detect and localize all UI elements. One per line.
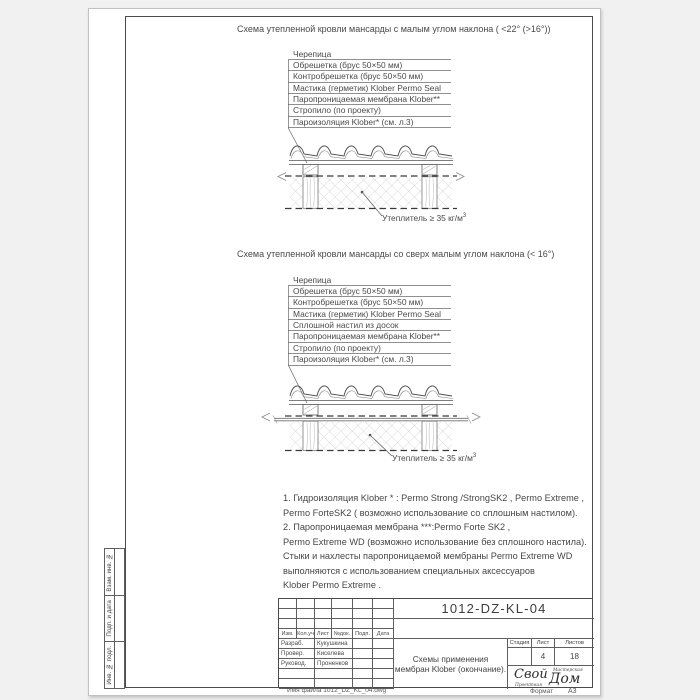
roof-section-1 (278, 146, 464, 216)
side-strip-label: Взам. инв. № (106, 552, 113, 592)
company-logo (508, 666, 594, 689)
layer-label: Мастика (герметик) Klober Permo Seal (288, 83, 451, 94)
drawing-title-line2: мембран Klober (окончание). (394, 664, 507, 674)
change-header-cell: №док. (332, 629, 353, 639)
sheet-value: 4 (532, 648, 555, 666)
signature-rows (279, 639, 394, 669)
layer-label: Сплошной настил из досок (288, 320, 451, 331)
layer-label: Обрешетка (брус 50×50 мм) (288, 60, 451, 71)
layer-label: Обрешетка (брус 50×50 мм) (288, 286, 451, 297)
logo-small-word-1: Мастерская (553, 667, 583, 673)
notes-line: Klober Permo Extreme . (283, 580, 382, 590)
logo-word-1: Свой (514, 667, 548, 682)
signature-name: Киселева (315, 649, 353, 659)
signature-sign-cell (353, 639, 373, 649)
layer-label: Стропило (по проекту) (288, 343, 451, 354)
sheets-header: Листов (555, 639, 594, 648)
sheet-header: Лист (532, 639, 555, 648)
layer-label: Черепица (288, 49, 451, 60)
notes-line: Permo Extreme WD (возможно использование без сплошного настила). (283, 536, 587, 547)
signature-sign-cell (353, 659, 373, 669)
drawing-title-cell (394, 639, 508, 689)
signature-date-cell (373, 639, 394, 649)
change-header-cell: Изм. (279, 629, 297, 639)
layer-label: Пароизоляция Klober* (см. л.3) (288, 117, 451, 128)
insulation-label-1: Утеплитель ≥ 35 $кг/м^3$ (382, 213, 467, 223)
notes-line: 2. Паропроницаемая мембрана ***:Permo Forte SK2 , (283, 522, 511, 532)
signature-role: Руковод. (279, 659, 315, 669)
signature-row (279, 639, 394, 649)
sheets-value: 18 (555, 648, 594, 666)
notes-block (283, 491, 587, 593)
side-strip-cell (104, 548, 125, 596)
change-row-empty (279, 599, 394, 609)
footer-format-label: Формат (530, 688, 554, 695)
signature-role: Провер. (279, 649, 315, 659)
insulation-label-2: Утеплитель ≥ 35 $кг/м^3$ (392, 453, 477, 463)
layer-label: Контробрешетка (брус 50×50 мм) (288, 297, 451, 308)
change-row-empty (279, 619, 394, 629)
document-number-extra-cell (394, 619, 594, 639)
notes-line: выполняются с использованием специальных аксессуаров (283, 565, 535, 576)
layer-label: Паропроницаемая мембрана Klober** (288, 331, 451, 342)
footer-format-value: А3 (568, 688, 577, 695)
layer-label: Пароизоляция Klober* (см. л.3) (288, 354, 451, 365)
document-number: 1012-DZ-KL-04 (394, 599, 594, 619)
signature-sign-cell (353, 649, 373, 659)
roof-section-2 (262, 386, 480, 456)
signature-name: Проненков (315, 659, 353, 669)
signature-role: Разраб. (279, 639, 315, 649)
logo-small-word-2: Проектная (515, 682, 543, 688)
signature-row (279, 649, 394, 659)
notes-line: 1. Гидроизоляция Klober * : Permo Strong /StrongSK2 , Permo Extreme , (283, 493, 584, 503)
footer-filename: Имя файла 1012_DZ_KL_04.dwg (287, 687, 387, 694)
logo-word-2: Дом (549, 671, 581, 687)
scheme1-title: Схема утепленной кровли мансарды с малым углом наклона ( <22° (>16°)) (237, 24, 551, 34)
side-strip-cell (104, 595, 125, 643)
drawing-title-line1: Схемы применения (412, 654, 489, 664)
change-header-cell: Подп. (353, 629, 373, 639)
signature-date-cell (373, 659, 394, 669)
signature-name: Кукушкина (315, 639, 353, 649)
notes-line: Стыки и нахлесты паропроницаемой мембраны Permo Extreme WD (283, 551, 573, 561)
change-row-empty (279, 609, 394, 619)
signature-row (279, 659, 394, 669)
change-header-cell: Дата (373, 629, 394, 639)
layer-label: Паропроницаемая мембрана Klober** (288, 94, 451, 105)
change-header-row (279, 629, 394, 639)
layer-label: Черепица (288, 275, 451, 286)
scheme2-title: Схема утепленной кровли мансарды со сверх малым углом наклона (< 16°) (237, 249, 555, 259)
notes-line: Permo ForteSK2 ( возможно использование со сплошным настилом). (283, 507, 578, 518)
layer-label: Контробрешетка (брус 50×50 мм) (288, 71, 451, 82)
side-strip-label: Подп. и дата (106, 600, 113, 637)
change-header-cell: Лист (315, 629, 332, 639)
side-strip-label: Инв. № подл. (106, 645, 113, 685)
layer-label: Стропило (по проекту) (288, 105, 451, 116)
title-block (278, 598, 593, 688)
signature-row-empty (279, 669, 394, 679)
side-strip-cell (104, 641, 125, 689)
layer-label: Мастика (герметик) Klober Permo Seal (288, 309, 451, 320)
side-attribute-strip (104, 548, 125, 688)
stage-header: Стадия (508, 639, 532, 648)
signature-date-cell (373, 649, 394, 659)
stage-value (508, 648, 532, 666)
change-header-cell: Кол.уч (297, 629, 315, 639)
